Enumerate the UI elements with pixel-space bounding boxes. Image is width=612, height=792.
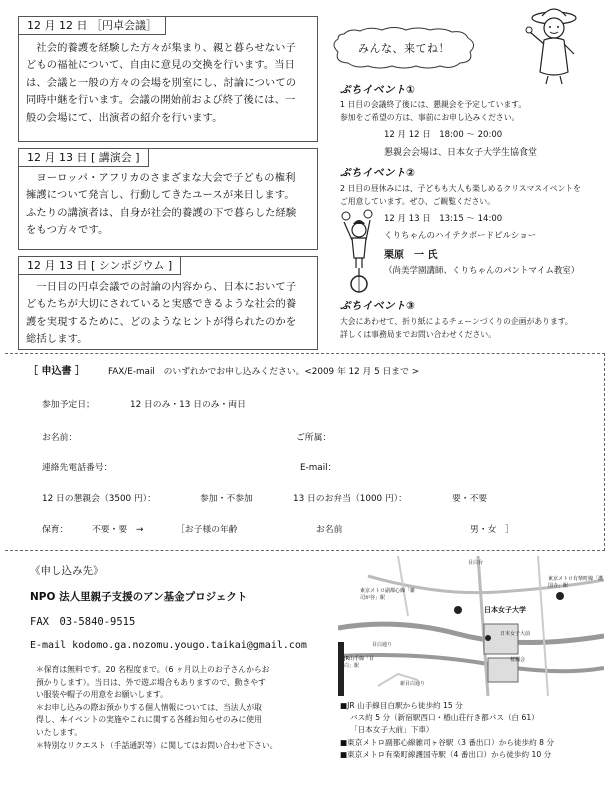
text-line: 総括します。 [26, 333, 88, 346]
text-line: ヨーロッパ・アフリカのさまざまな大会で子どもの権利 [36, 172, 296, 184]
symposium-box [18, 256, 318, 350]
text-line: 護を実現するために、どのようなヒントが得られたのかを [26, 315, 297, 328]
text-line: どもの福祉について、自由に意見の交換を行います。当日 [26, 59, 296, 72]
map-label-mejiro-dori: 目白通り [372, 642, 393, 648]
lunch-options[interactable]: 要・不要 [452, 494, 488, 504]
access-line: バス約 5 分（新宿駅西口・椿山荘行き都バス（白 61） [350, 713, 539, 723]
form-instruction: FAX/E-mail のいずれかでお申し込みください。<2009 年 12 月 5 日まで > [108, 367, 420, 377]
text-line: 2 日目の昼休みには、子どもも大人も楽しめるクリスマスイベントを [340, 184, 581, 193]
note-line: ＊特別なリクエスト（手話通訳等）に関してはお問い合わせ下さい。 [36, 740, 278, 750]
child-gender-options[interactable]: 男・女 ］ [470, 525, 514, 535]
access-directions [340, 700, 608, 761]
phone-label: 連絡先電話番号： [42, 463, 113, 473]
contact-org: NPO 法人里親子支援のアン基金プロジェクト [30, 591, 248, 603]
event2-text [340, 182, 610, 208]
text-line: 般の会場にて、出演者の紹介を行います。 [26, 111, 223, 124]
party-label: 12 日の懇親会（3500 円）： [42, 494, 156, 504]
text-line: 社会的養護を経験した方々が集まり、親と暮らせない子 [36, 42, 296, 54]
map-label-jr: JR山手線「目白」駅 [344, 656, 374, 669]
map-label-bus: 日本女子大前 [500, 631, 531, 637]
event3-title: ぷちイベント③ [340, 300, 416, 312]
mascot-girl-icon [522, 2, 580, 86]
event3-text [340, 315, 610, 341]
lecture-box [18, 148, 318, 250]
attendance-options[interactable]: 12 日のみ・13 日のみ・両日 [130, 400, 246, 410]
note-line: いたします。 [36, 727, 83, 737]
text-line: 1 日目の会議終了後には、懇親会を予定しています。 [340, 100, 527, 109]
map-label-sakura: 桜楓会 [510, 657, 526, 663]
lecture-header: 12 月 13 日 [ 講演会 ] [19, 149, 149, 167]
note-line: ＊お申し込みの際お預かりする個人情報については、当法人が取 [36, 702, 262, 712]
affiliation-label: ご所属： [296, 433, 332, 443]
event2-time: 12 月 13 日 13:15 ～ 14:00 [384, 214, 503, 224]
text-line: をもつ方々です。 [26, 224, 109, 237]
note-line: 預かりします）。当日は、外で遊ぶ場合もありますので、動きやす [36, 677, 266, 687]
map-label-jwu: 日本女子大学 [484, 606, 526, 614]
email-label: E-mail： [300, 463, 337, 473]
childcare-options[interactable]: 不要・要 → [92, 525, 144, 535]
childcare-label: 保育： [42, 525, 69, 535]
text-line: 参加をご希望の方は、事前にお申し込みください。 [340, 113, 520, 122]
access-line: 「日本女子大前」下車） [350, 725, 434, 735]
text-line: は、会議と一般の方々の会場を別室にし、討論についての [26, 76, 297, 89]
text-line: 擁護について発言し、行動してきたユースが来日します。 [26, 189, 295, 202]
form-title: ［ 申込書 ］ [28, 366, 85, 377]
lecture-body [26, 170, 310, 240]
child-name-label: お名前 [316, 525, 343, 535]
note-line: 得し、本イベントの実施やこれに関する各種お知らせのみに使用 [36, 715, 262, 725]
notes [36, 664, 326, 752]
contact-fax: FAX 03-5840-9515 [30, 616, 136, 628]
lunch-label: 13 日のお弁当（1000 円）： [293, 494, 407, 504]
event1-venue: 懇親会会場は、日本女子大学生協食堂 [384, 148, 538, 158]
name-label: お名前： [42, 433, 78, 443]
access-line: ■東京メトロ副都心線雑司ヶ谷駅（3 番出口）から徒歩約 8 分 [340, 737, 554, 747]
text-line: どもたちが大切にされていると実感できるような社会的養 [26, 298, 297, 311]
attendance-label: 参加予定日； [42, 400, 95, 410]
map-label-mejirodai: 目白台 [468, 560, 484, 566]
access-line: ■JR 山手線目白駅から徒歩約 15 分 [340, 701, 463, 710]
text-line: 詳しくは事務局までお問い合わせください。 [340, 330, 496, 339]
event1-time: 12 月 12 日 18:00 ～ 20:00 [384, 130, 503, 140]
symposium-header: 12 月 13 日 [ シンポジウム ] [19, 257, 181, 275]
event2-title: ぷちイベント② [340, 167, 416, 179]
speech-bubble-text: みんな、来てね！ [358, 42, 450, 55]
event2-show: くりちゃんのハイテクボードビルショー [384, 231, 537, 241]
child-age-label: ［お子様の年齢 [176, 525, 238, 535]
text-line: 大会にあわせて、折り紙によるチェーンづくりの企画があります。 [340, 317, 573, 326]
event1-title: ぷちイベント① [340, 84, 416, 96]
event2-affiliation: （尚美学園講師、くりちゃんのパントマイム教室） [384, 266, 580, 276]
contact-email[interactable]: E-mail kodomo.ga.nozomu.yougo.taikai@gmail.com [30, 640, 307, 651]
roundtable-box [18, 16, 318, 142]
note-line: ＊保育は無料です。20 名程度まで。（6 ヶ月以上のお子さんからお [36, 665, 270, 674]
text-line: ご用意しています。ぜひ、ご観覧ください。 [340, 197, 495, 206]
event2-performer: 栗原 一 氏 [384, 250, 438, 261]
note-line: い服装や帽子の用意をお願いします。 [36, 690, 168, 700]
map-label-shin-mejiro: 新目白通り [400, 681, 426, 687]
roundtable-body [26, 40, 310, 127]
event1-text [340, 98, 610, 124]
access-line: ■東京メトロ有楽町線護国寺駅（4 番出口）から徒歩約 10 分 [340, 749, 552, 759]
text-line: ふたりの講演者は、自身が社会的養護の下で暮らした経験 [26, 206, 297, 219]
text-line: 同時中継を行います。会議の開始前および終了後には、一 [26, 94, 296, 107]
unicycle-clown-icon [338, 208, 380, 294]
map-label-metro-gokokuji: 東京メトロ有楽町線「護国寺」駅 [548, 576, 604, 589]
text-line: 一日目の円卓会議での討論の内容から、日本において子 [36, 281, 297, 293]
contact-title: 《申し込み先》 [30, 565, 104, 577]
symposium-body [26, 279, 310, 349]
party-options[interactable]: 参加・不参加 [200, 494, 253, 504]
map-label-metro-higashi: 東京メトロ副都心線「雑司が谷」駅 [360, 588, 416, 601]
roundtable-header: 12 月 12 日 ［円卓会議］ [19, 17, 166, 35]
